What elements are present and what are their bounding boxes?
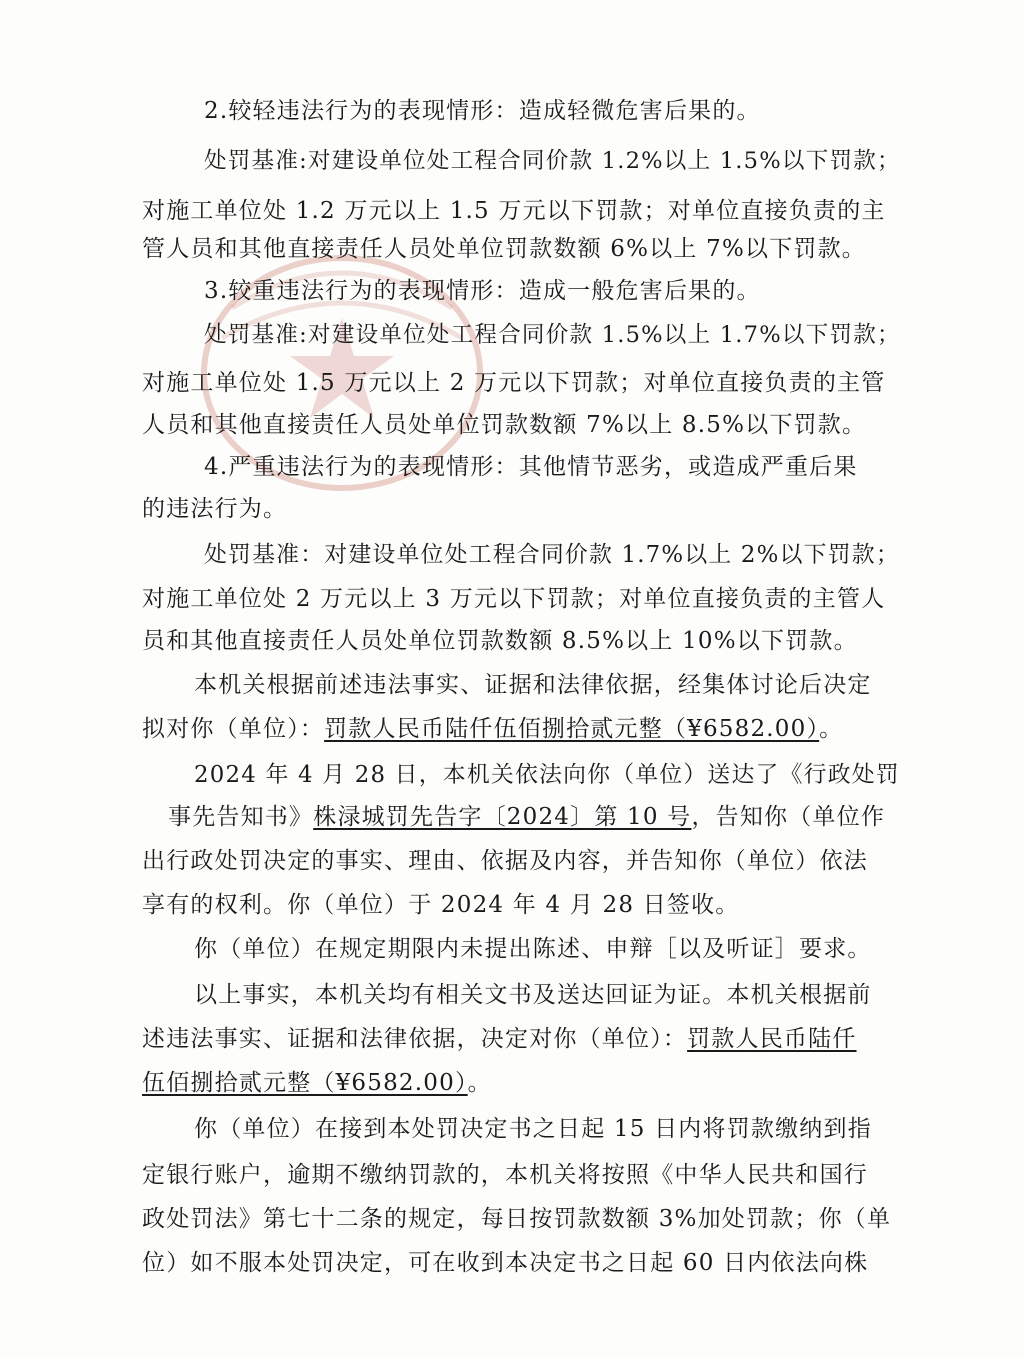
text-segment: 事先告知书》 (168, 804, 314, 830)
text-line: 政处罚法》第七十二条的规定，每日按罚款数额 3%加处罚款；你（单 (142, 1206, 892, 1232)
text-line: 处罚基准:对建设单位处工程合同价款 1.2%以上 1.5%以下罚款； (204, 148, 901, 174)
text-line: 4.严重违法行为的表现情形：其他情节恶劣，或造成严重后果 (204, 454, 858, 480)
text-line: 你（单位）在接到本处罚决定书之日起 15 日内将罚款缴纳到指 (194, 1116, 872, 1142)
text-line: 本机关根据前述违法事实、证据和法律依据，经集体讨论后决定 (194, 672, 872, 698)
fine-amount-underlined: 罚款人民币陆仟 (687, 1026, 857, 1052)
text-line (168, 802, 885, 832)
text-line: 享有的权利。你（单位）于 2024 年 4 月 28 日签收。 (142, 892, 740, 918)
text-line: 你（单位）在规定期限内未提出陈述、申辩［以及听证］要求。 (194, 936, 872, 962)
text-line: 以上事实，本机关均有相关文书及送达回证为证。本机关根据前 (194, 982, 872, 1008)
text-line: 人员和其他直接责任人员处单位罚款数额 7%以上 8.5%以下罚款。 (142, 412, 867, 438)
text-segment: 拟对你（单位）： (142, 716, 325, 742)
text-line: 对施工单位处 1.5 万元以上 2 万元以下罚款；对单位直接负责的主管 (142, 370, 886, 396)
notice-number-underlined: 株渌城罚先告字〔2024〕第 10 号 (313, 804, 692, 830)
fine-amount-underlined: 罚款人民币陆仟伍佰捌拾贰元整（¥6582.00） (324, 716, 820, 742)
text-line: 2.较轻违法行为的表现情形：造成轻微危害后果的。 (204, 98, 761, 124)
text-segment: 。 (467, 1070, 492, 1096)
text-line: 处罚基准：对建设单位处工程合同价款 1.7%以上 2%以下罚款； (204, 542, 900, 568)
text-line: 员和其他直接责任人员处单位罚款数额 8.5%以上 10%以下罚款。 (142, 628, 858, 654)
text-line: 处罚基准:对建设单位处工程合同价款 1.5%以上 1.7%以下罚款； (204, 322, 901, 348)
text-line: 管人员和其他直接责任人员处单位罚款数额 6%以上 7%以下罚款。 (142, 236, 866, 262)
text-line: 3.较重违法行为的表现情形：造成一般危害后果的。 (204, 278, 761, 304)
text-line: 2024 年 4 月 28 日，本机关依法向你（单位）送达了《行政处罚 (194, 762, 900, 788)
text-line: 位）如不服本处罚决定，可在收到本决定书之日起 60 日内依法向株 (142, 1250, 869, 1276)
text-segment: 。 (819, 716, 844, 742)
text-line (142, 1068, 492, 1098)
text-line: 定银行账户，逾期不缴纳罚款的，本机关将按照《中华人民共和国行 (142, 1162, 868, 1188)
text-line (142, 1024, 857, 1054)
text-line: 的违法行为。 (142, 496, 288, 522)
fine-amount-underlined: 伍佰捌拾贰元整（¥6582.00） (142, 1070, 468, 1096)
text-line (142, 714, 843, 744)
text-segment: ，告知你（单位作 (691, 804, 886, 830)
text-segment: 述违法事实、证据和法律依据，决定对你（单位）： (142, 1026, 688, 1052)
text-line: 出行政处罚决定的事实、理由、依据及内容，并告知你（单位）依法 (142, 848, 868, 874)
text-line: 对施工单位处 2 万元以上 3 万元以下罚款；对单位直接负责的主管人 (142, 586, 886, 612)
text-line: 对施工单位处 1.2 万元以上 1.5 万元以下罚款；对单位直接负责的主 (142, 198, 886, 224)
